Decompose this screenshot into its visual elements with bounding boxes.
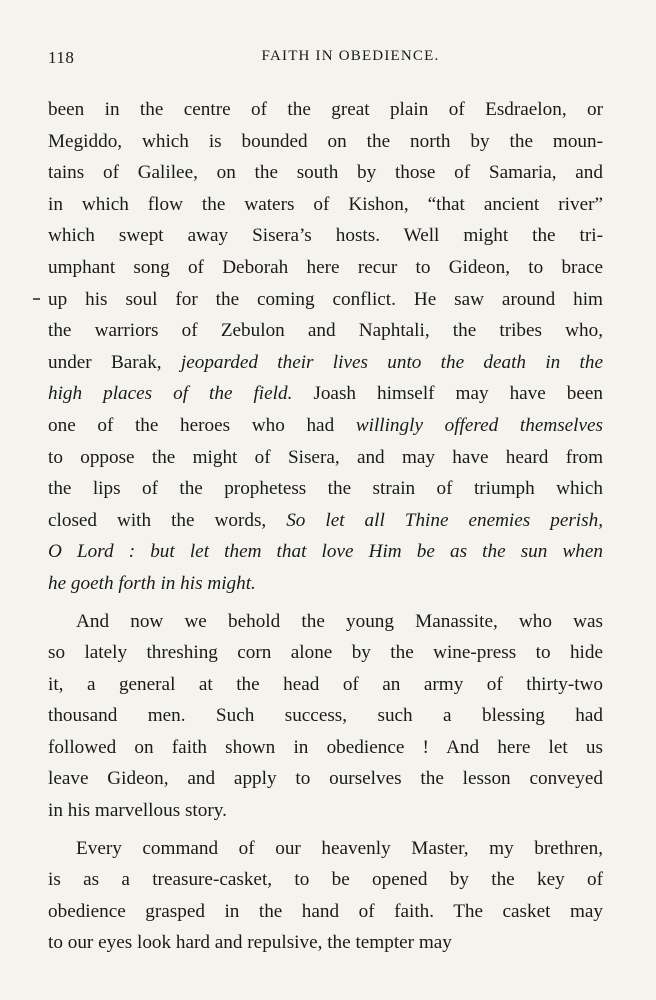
text-line: [48, 732, 603, 764]
running-head: FAITH IN OBEDIENCE.: [261, 48, 440, 64]
text-line: [48, 927, 603, 959]
text-run: in his marvellous story.: [48, 800, 227, 822]
text-line: [48, 896, 603, 928]
text-line: [48, 669, 603, 701]
italic-text: he goeth forth in his might.: [48, 572, 256, 594]
text-run: under Barak,: [48, 351, 181, 373]
text-line: [48, 347, 603, 379]
page-number: 118: [48, 48, 75, 67]
text-line: [48, 473, 603, 505]
text-run: up his soul for the coming conflict. He saw around him: [48, 288, 603, 310]
paragraph: [48, 833, 603, 959]
text-run: Megiddo, which is bounded on the north by the moun-: [48, 130, 603, 152]
paragraph: [48, 606, 603, 827]
italic-text: willingly offered themselves: [355, 414, 604, 436]
text-line: [48, 505, 603, 537]
paragraph: [48, 94, 603, 600]
italic-text: high places of the field.: [48, 383, 293, 405]
text-run: leave Gideon, and apply to ourselves the lesson conveyed: [48, 768, 603, 790]
text-line: [48, 94, 603, 126]
body-text: [48, 94, 603, 959]
text-line: [48, 700, 603, 732]
text-run: closed with the words,: [48, 509, 287, 531]
text-line: [48, 536, 603, 568]
text-run: tains of Galilee, on the south by those of Samaria, and: [48, 162, 603, 184]
text-run: the warriors of Zebulon and Naphtali, the tribes who,: [48, 320, 603, 342]
text-line: [48, 284, 603, 316]
text-run: been in the centre of the great plain of Esdraelon, or: [48, 99, 603, 120]
text-run: which swept away Sisera’s hosts. Well might the tri-: [48, 225, 603, 247]
text-run: Every command of our heavenly Master, my brethren,: [76, 837, 603, 859]
italic-text: So let all Thine enemies perish,: [286, 509, 603, 531]
margin-mark: [33, 298, 40, 300]
text-run: so lately threshing corn alone by the wine-press to hide: [48, 642, 603, 664]
text-line: [48, 568, 603, 600]
text-run: And now we behold the young Manassite, who was: [76, 610, 603, 632]
text-line: [48, 795, 603, 827]
text-line: [48, 189, 603, 221]
text-run: thousand men. Such success, such a blessing had: [48, 705, 603, 727]
text-line: [48, 763, 603, 795]
text-run: followed on faith shown in obedience ! And here let us: [48, 736, 603, 758]
text-line: [48, 442, 603, 474]
text-run: it, a general at the head of an army of thirty-two: [48, 673, 603, 695]
text-run: to oppose the might of Sisera, and may have heard from: [48, 446, 603, 468]
text-run: to our eyes look hard and repulsive, the tempter may: [48, 932, 452, 954]
text-line: [48, 315, 603, 347]
text-line: [48, 606, 603, 638]
text-line: [48, 864, 603, 896]
text-line: [48, 157, 603, 189]
text-run: one of the heroes who had: [48, 414, 356, 436]
italic-text: O Lord : but let them that love Him be as the sun when: [48, 541, 603, 563]
text-line: [48, 252, 603, 284]
text-line: [48, 637, 603, 669]
text-run: umphant song of Deborah here recur to Gideon, to brace: [48, 256, 603, 278]
text-line: [48, 833, 603, 865]
text-run: in which flow the waters of Kishon, “that ancient river”: [48, 193, 603, 215]
page-header: [48, 48, 603, 70]
text-run: the lips of the prophetess the strain of triumph which: [48, 478, 603, 500]
text-line: [48, 126, 603, 158]
text-line: [48, 378, 603, 410]
text-run: is as a treasure-casket, to be opened by the key of: [48, 869, 603, 891]
text-line: [48, 220, 603, 252]
italic-text: jeoparded their lives unto the death in the: [180, 351, 603, 373]
text-run: obedience grasped in the hand of faith. The casket may: [48, 900, 603, 922]
text-run: Joash himself may have been: [292, 383, 603, 405]
text-line: [48, 410, 603, 442]
